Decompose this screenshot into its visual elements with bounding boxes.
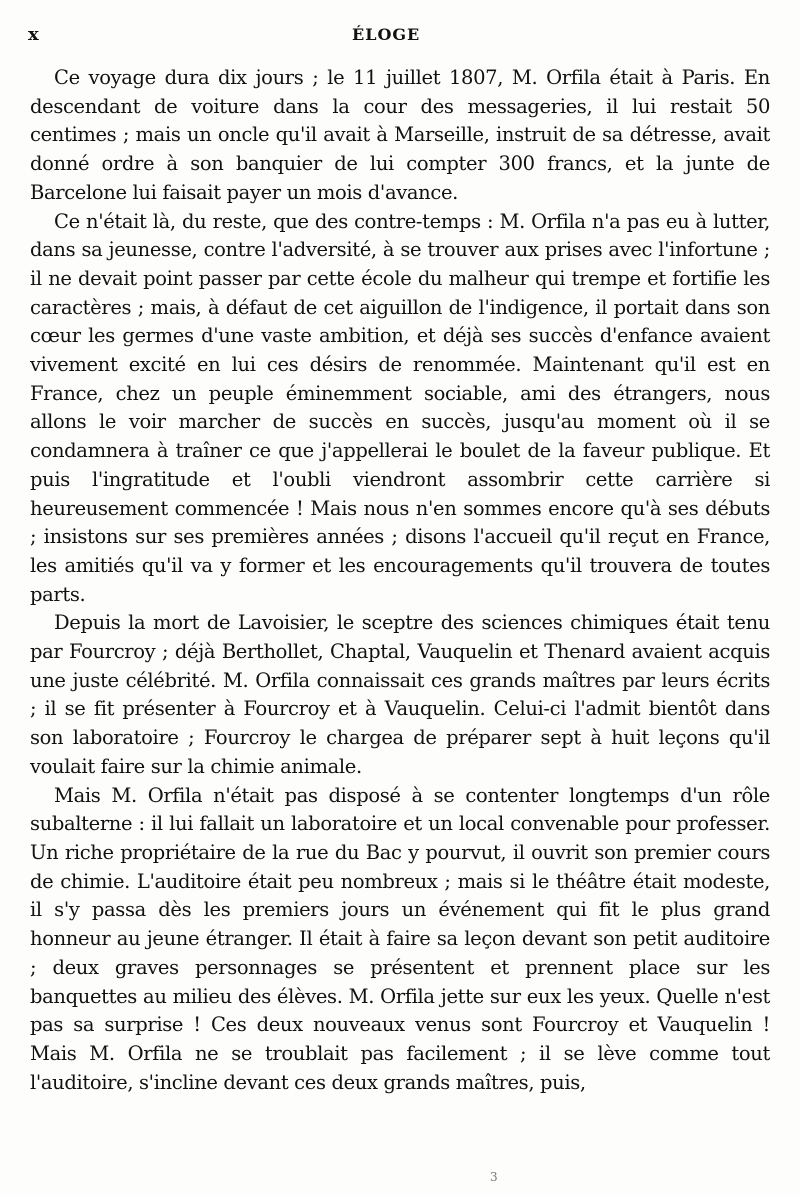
body-text <box>30 64 770 1097</box>
paragraph: Ce voyage dura dix jours ; le 11 juillet 1807, M. Orfila était à Paris. En descendant de voiture dans la cour des messageries, il lui restait 50 centimes ; mais un oncle qu'il avait à Marseille, instruit de sa détresse, avait donné ordre à son banquier de lui compter 300 francs, et la junte de Barcelone lui faisait payer un mois d'avance. <box>30 66 770 204</box>
paragraph: Ce n'était là, du reste, que des contre-temps : M. Orfila n'a pas eu à lutter, dans sa jeunesse, contre l'adversité, à se trouver aux prises avec l'infortune ; il ne devait point passer par cette école du malheur qui trempe et fortifie les caractères ; mais, à défaut de cet aiguillon de l'indigence, il portait dans son cœur les germes d'une vaste ambition, et déjà ses succès d'enfance avaient vivement excité en lui ces désirs de renommée. Maintenant qu'il est en France, chez un peuple éminemment sociable, ami des étrangers, nous allons le voir marcher de succès en succès, jusqu'au moment où il se condamnera à traîner ce que j'appellerai le boulet de la faveur publique. Et puis l'ingratitude et l'oubli viendront assombrir cette carrière si heureusement commencée ! Mais nous n'en sommes encore qu'à ses débuts ; insistons sur ses premières années ; disons l'accueil qu'il reçut en France, les amitiés qu'il va y former et les encouragements qu'il trouvera de toutes parts. <box>30 209 770 606</box>
signature-mark: 3 <box>490 1170 498 1184</box>
running-title: ÉLOGE <box>352 25 421 44</box>
paragraph: Mais M. Orfila n'était pas disposé à se contenter longtemps d'un rôle subalterne : il lui fallait un laboratoire et un local convenable pour professer. Un riche propriétaire de la rue du Bac y pourvut, il ouvrit son premier cours de chimie. L'auditoire était peu nombreux ; mais si le théâtre était modeste, il s'y passa dès les premiers jours un événement qui fit le plus grand honneur au jeune étranger. Il était à faire sa leçon devant son petit auditoire ; deux graves personnages se présentent et prennent place sur les banquettes au milieu des élèves. M. Orfila jette sur eux les yeux. Quelle n'est pas sa surprise ! Ces deux nouveaux venus sont Fourcroy et Vauquelin ! Mais M. Orfila ne se troublait pas facilement ; il se lève comme tout l'auditoire, s'incline devant ces deux grands maîtres, puis, <box>30 783 770 1094</box>
page-header <box>0 24 800 50</box>
paragraph: Depuis la mort de Lavoisier, le sceptre des sciences chimiques était tenu par Fourcroy ; déjà Berthollet, Chaptal, Vauquelin et Thenard avaient acquis une juste célébrité. M. Orfila connaissait ces grands maîtres par leurs écrits ; il se fit présenter à Fourcroy et à Vauquelin. Celui-ci l'admit bientôt dans son laboratoire ; Fourcroy le chargea de préparer sept à huit leçons qu'il voulait faire sur la chimie animale. <box>30 611 770 778</box>
page-number: x <box>28 24 40 45</box>
